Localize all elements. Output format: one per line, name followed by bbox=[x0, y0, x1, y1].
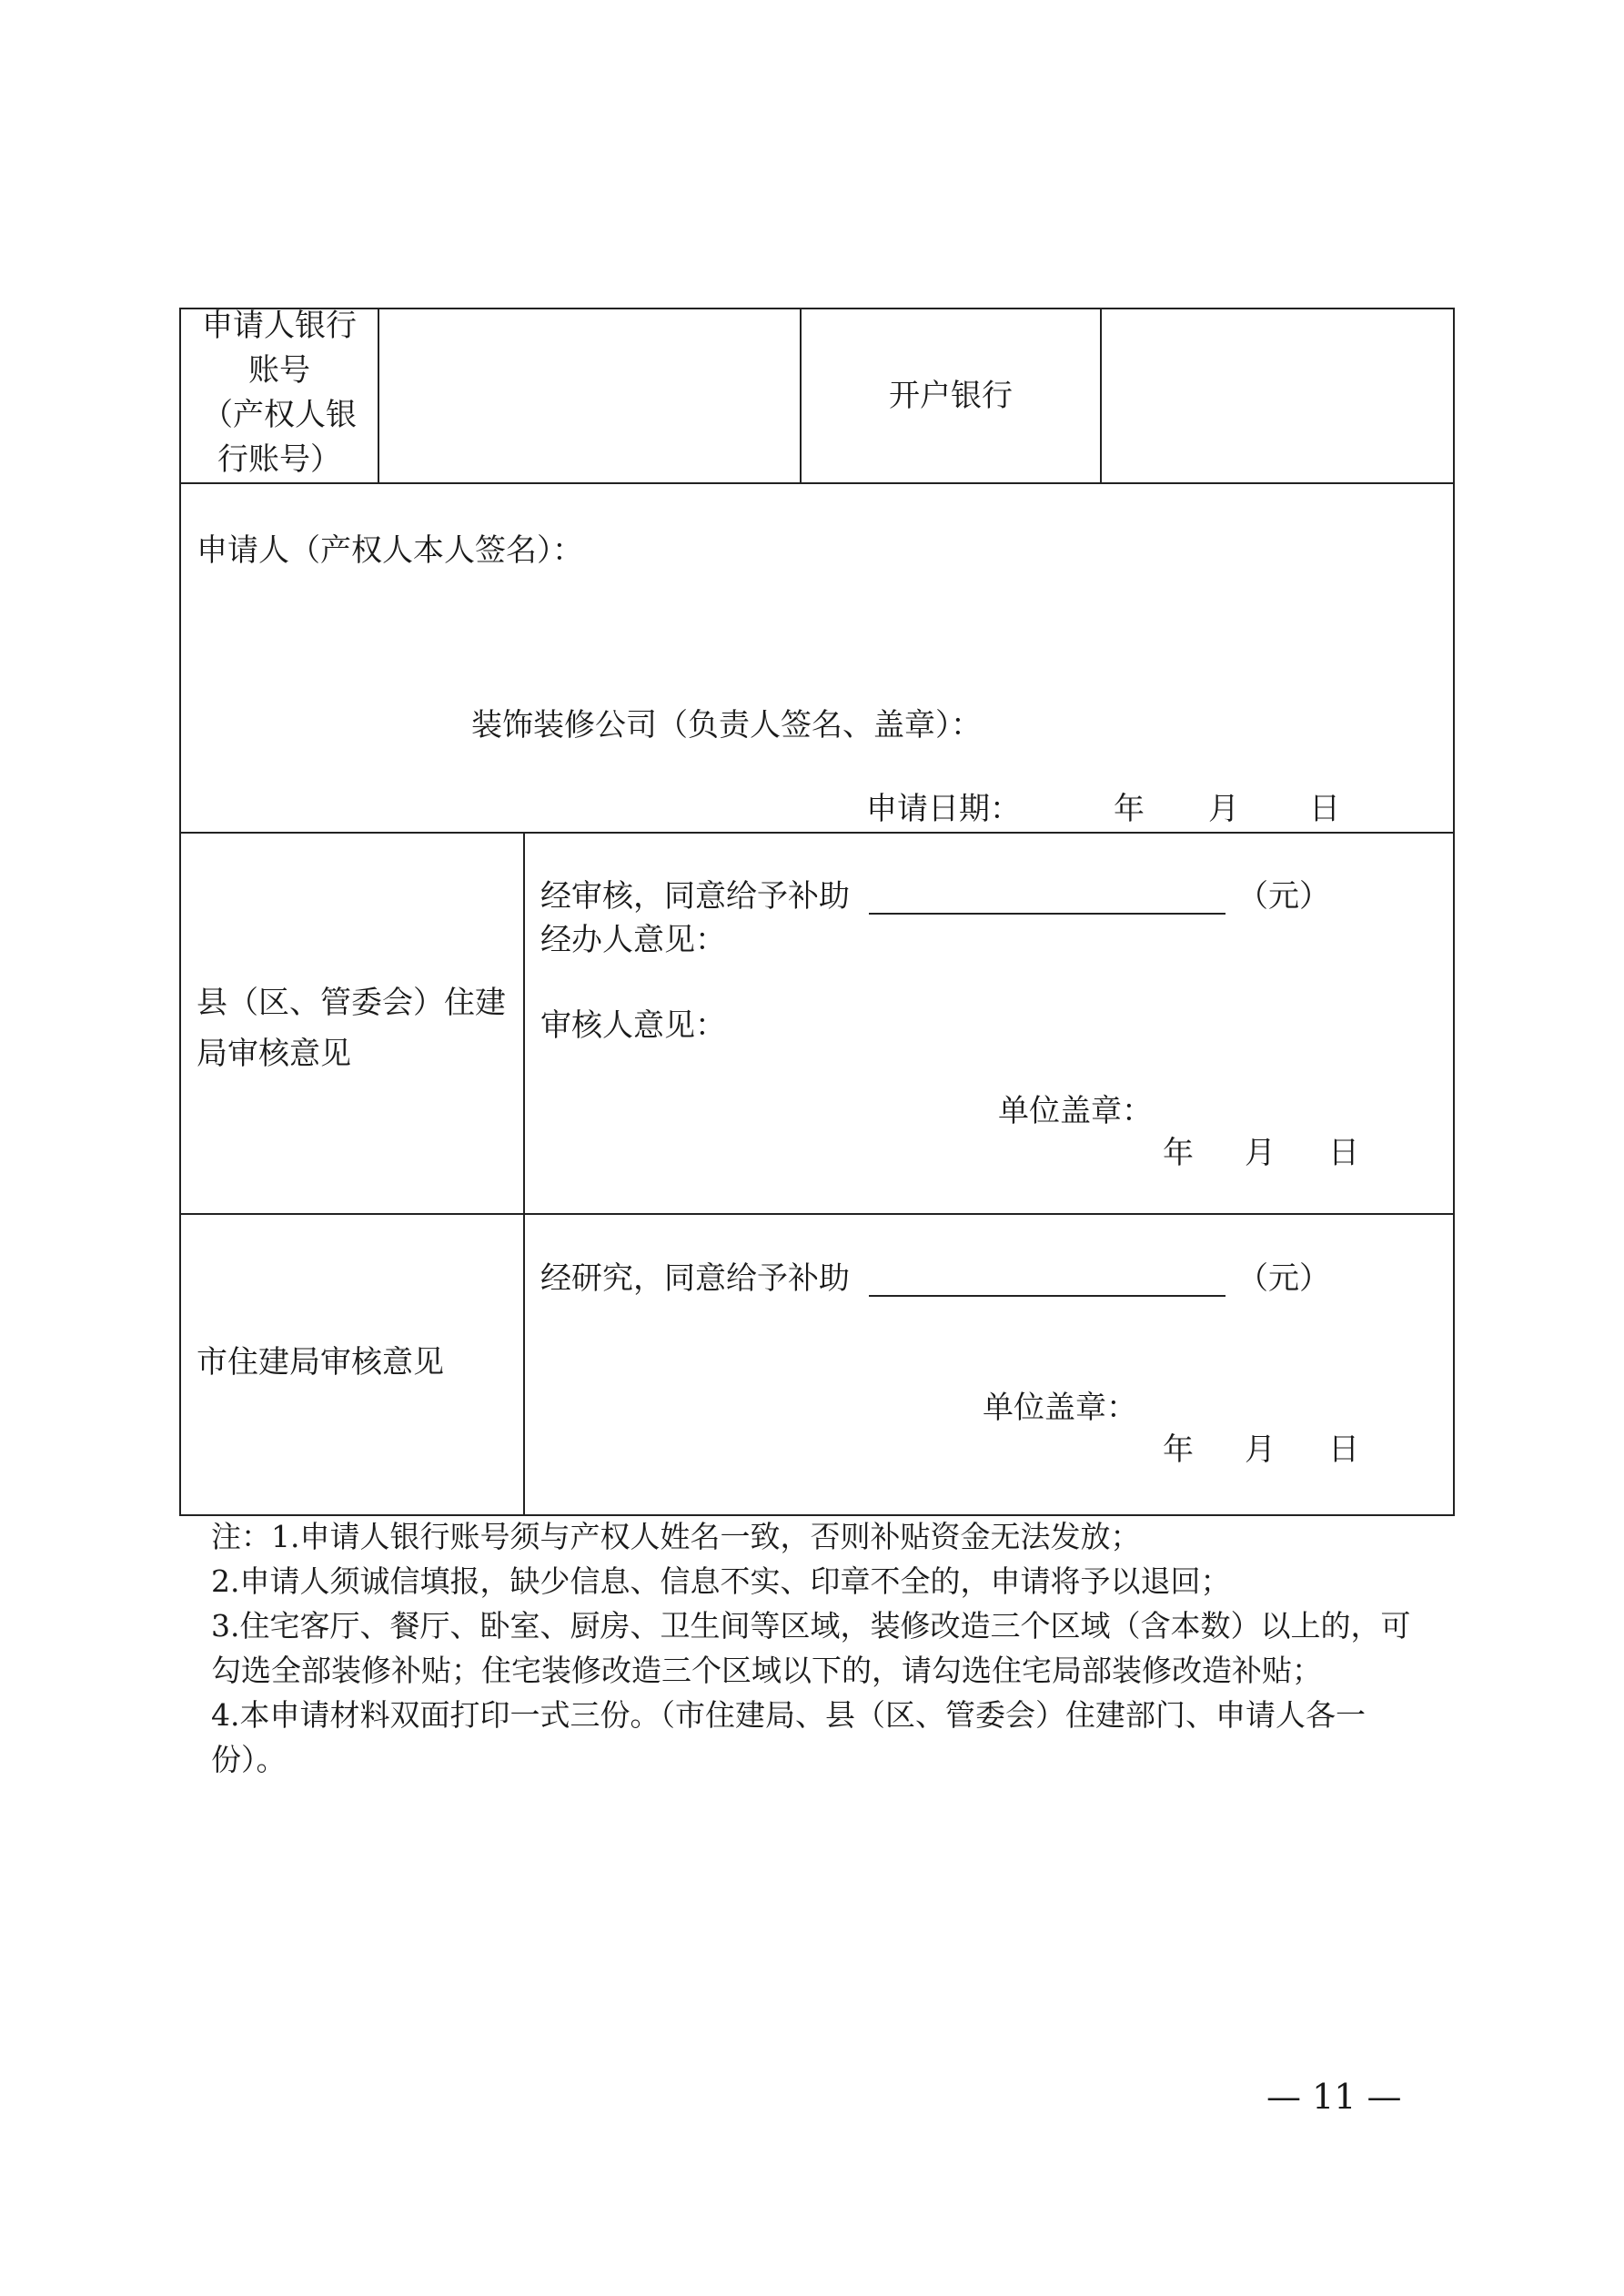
county-date-month: 月 bbox=[1245, 1135, 1276, 1171]
label-line: （产权人银 bbox=[202, 397, 357, 433]
date-year: 年 bbox=[1114, 791, 1145, 827]
date-day: 日 bbox=[1309, 791, 1340, 827]
city-date-month: 月 bbox=[1245, 1431, 1276, 1468]
company-signature-label: 装饰装修公司（负责人签名、盖章）： bbox=[471, 707, 982, 743]
city-seal-label: 单位盖章： bbox=[983, 1390, 1137, 1426]
county-date-day: 日 bbox=[1328, 1135, 1359, 1171]
note-item: 4.本申请材料双面打印一式三份。（市住建局、县（区、管委会）住建部门、申请人各一份）。 bbox=[211, 1697, 1366, 1777]
city-date-year: 年 bbox=[1163, 1431, 1194, 1468]
table-divider bbox=[523, 832, 525, 1516]
application-date-label: 申请日期： bbox=[866, 791, 1021, 827]
label-line: 申请人银行 bbox=[202, 308, 357, 344]
applicant-signature-label: 申请人（产权人本人签名）： bbox=[197, 532, 583, 569]
label-line: 县（区、管委会）住建 bbox=[197, 985, 506, 1021]
county-date-year: 年 bbox=[1163, 1135, 1194, 1171]
label-line: 账号 bbox=[248, 352, 310, 389]
note-item: 3.住宅客厅、餐厅、卧室、厨房、卫生间等区域，装修改造三个区域（含本数）以上的，可勾选全部装修补贴；住宅装修改造三个区域以下的，请勾选住宅局部装修改造补贴； bbox=[211, 1608, 1411, 1688]
bank-account-label bbox=[181, 304, 378, 482]
label-line: 行账号） bbox=[217, 441, 341, 478]
table-divider bbox=[179, 832, 1455, 834]
city-date-day: 日 bbox=[1328, 1431, 1359, 1468]
city-review-label: 市住建局审核意见 bbox=[197, 1344, 444, 1381]
note-item: 注：1.申请人银行账号须与产权人姓名一致，否则补贴资金无法发放； bbox=[211, 1519, 1141, 1554]
table-divider bbox=[378, 308, 379, 483]
note-item: 2.申请人须诚信填报，缺少信息、信息不实、印章不全的，申请将予以退回； bbox=[211, 1563, 1231, 1599]
county-seal-label: 单位盖章： bbox=[998, 1093, 1153, 1129]
table-divider bbox=[179, 482, 1455, 484]
notes-section bbox=[211, 1514, 1421, 1782]
label-line: 局审核意见 bbox=[197, 1036, 351, 1072]
page-number: — 11 — bbox=[1266, 2077, 1402, 2117]
county-amount-unit: （元） bbox=[1237, 878, 1330, 915]
handler-opinion-label: 经办人意见： bbox=[540, 922, 726, 958]
table-divider bbox=[179, 1213, 1455, 1215]
table-divider bbox=[1100, 308, 1102, 483]
city-agree-text: 经研究，同意给予补助 bbox=[540, 1260, 850, 1297]
city-amount-unit: （元） bbox=[1237, 1260, 1330, 1297]
county-agree-text: 经审核，同意给予补助 bbox=[540, 878, 850, 915]
date-month: 月 bbox=[1208, 791, 1239, 827]
reviewer-opinion-label: 审核人意见： bbox=[540, 1007, 726, 1044]
county-review-label bbox=[197, 977, 506, 1079]
city-amount-underline bbox=[869, 1295, 1226, 1297]
opening-bank-label: 开户银行 bbox=[889, 378, 1013, 414]
county-amount-underline bbox=[869, 913, 1226, 915]
